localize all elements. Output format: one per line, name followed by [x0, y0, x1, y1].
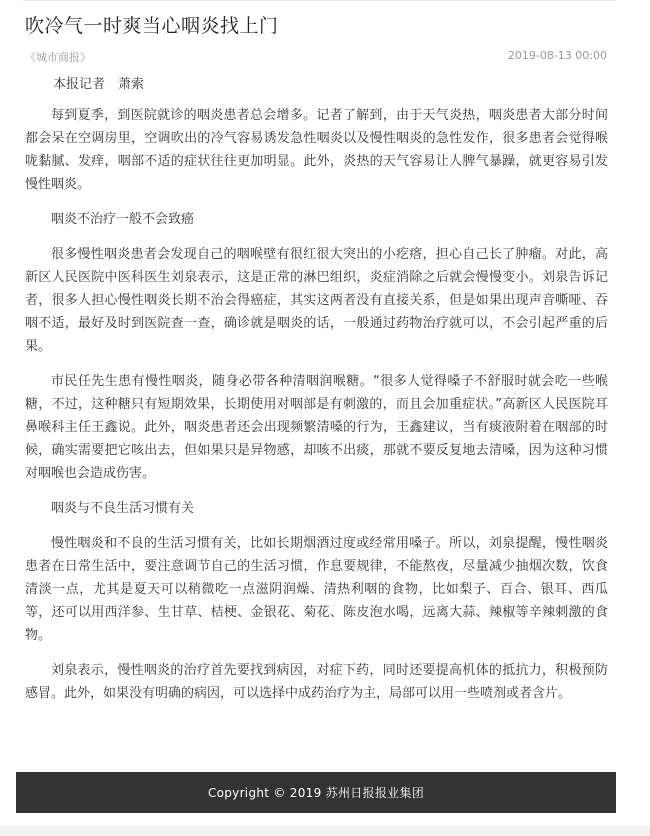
article-subheading: 咽炎与不良生活习惯有关	[51, 501, 195, 516]
article-date: 2019-08-13 00:00	[507, 49, 607, 62]
footer-copyright: Copyright © 2019 苏州日报报业集团	[207, 786, 425, 800]
article-meta	[25, 49, 607, 65]
article-byline: 本报记者 萧索	[53, 77, 145, 92]
bottom-band	[0, 826, 650, 836]
footer	[16, 772, 616, 813]
top-divider	[23, 0, 616, 1]
article-title: 吹冷气一时爽当心咽炎找上门	[25, 15, 279, 37]
article-source[interactable]: 《城市商报》	[25, 51, 91, 64]
article-body	[25, 104, 608, 717]
article-paragraph: 很多慢性咽炎患者会发现自己的咽喉壁有很红很大突出的小疙瘩，担心自己长了肿瘤。对此，高新区人民医院中医科医生刘泉表示，这是正常的淋巴组织，炎症消除之后就会慢慢变小。刘泉告诉记者，很多人担心慢性咽炎长期不治会得癌症，其实这两者没有直接关系，但是如果出现声音嘶哑、吞咽不适，最好及时到医院查一查，确诊就是咽炎的话，一般通过药物治疗就可以，不会引起严重的后果。	[25, 247, 608, 354]
article-paragraph: 市民任先生患有慢性咽炎，随身必带各种清咽润喉糖。“很多人觉得嗓子不舒服时就会吃一些喉糖，不过，这种糖只有短期效果，长期使用对咽部是有刺激的，而且会加重症状。”高新区人民医院耳鼻喉科主任王鑫说。此外，咽炎患者还会出现频繁清嗓的行为，王鑫建议，当有痰液附着在咽部的时候，确实需要把它咳出去，但如果只是异物感，却咳不出痰，那就不要反复地去清嗓，因为这种习惯对咽喉也会造成伤害。	[25, 374, 608, 481]
article-subheading: 咽炎不治疗一般不会致癌	[51, 212, 195, 227]
article-paragraph: 每到夏季，到医院就诊的咽炎患者总会增多。记者了解到，由于天气炎热，咽炎患者大部分时间都会呆在空调房里，空调吹出的冷气容易诱发急性咽炎以及慢性咽炎的急性发作，很多患者会觉得喉咙黏腻、发痒，咽部不适的症状往往更加明显。此外，炎热的天气容易让人脾气暴躁，就更容易引发慢性咽炎。	[25, 108, 608, 192]
article-paragraph: 慢性咽炎和不良的生活习惯有关，比如长期烟酒过度或经常用嗓子。所以，刘泉提醒，慢性咽炎患者在日常生活中，要注意调节自己的生活习惯，作息要规律，不能熬夜，尽量减少抽烟次数，饮食清淡一点，尤其是夏天可以稍微吃一点滋阴润燥、清热利咽的食物，比如梨子、百合、银耳、西瓜等，还可以用西洋参、生甘草、桔梗、金银花、菊花、陈皮泡水喝，远离大蒜、辣椒等辛辣刺激的食物。	[25, 536, 608, 643]
article-paragraph: 刘泉表示，慢性咽炎的治疗首先要找到病因，对症下药，同时还要提高机体的抵抗力，积极预防感冒。此外，如果没有明确的病因，可以选择中成药治疗为主，局部可以用一些喷剂或者含片。	[25, 663, 608, 701]
